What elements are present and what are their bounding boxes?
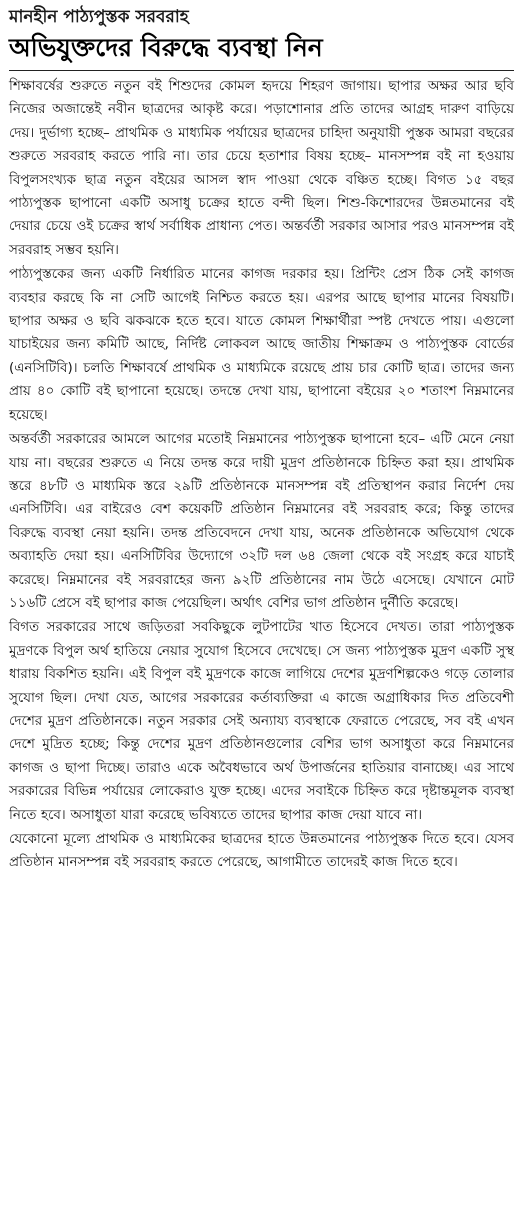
article-paragraph-5: যেকোনো মূল্যে প্রাথমিক ও মাধ্যমিকের ছাত্রদের হাতে উন্নতমানের পাঠ্যপুস্তক দিতে হবে। যেসব প্রতিষ্ঠান মানসম্পন্ন বই সরবরাহ করতে পেরেছে, আগামীতে তাদেরই কাজ দিতে হবে। bbox=[9, 832, 514, 871]
article-paragraph-3: অন্তর্বর্তী সরকারের আমলে আগের মতোই নিম্নমানের পাঠ্যপুস্তক ছাপানো হবে– এটি মেনে নেয়া যায় না। বছরের শুরুতে এ নিয়ে তদন্ত করে দায়ী মুদ্রণ প্রতিষ্ঠানকে চিহ্নিত করা হয়। প্রাথমিক স্তরে ৪৮টি ও মাধ্যমিক স্তরে ২৯টি প্রতিষ্ঠানকে মানসম্পন্ন বই প্রতিস্থাপন করার নির্দেশ দেয় এনসিটিবি। এর বাইরেও বেশ কয়েকটি প্রতিষ্ঠান নিম্নমানের বই সরবরাহ করে; কিন্তু তাদের বিরুদ্ধে ব্যবস্থা নেয়া হয়নি। তদন্ত প্রতিবেদনে দেখা যায়, অনেক প্রতিষ্ঠানকে অভিযোগ থেকে অব্যাহতি দেয়া হয়। এনসিটিবির উদ্যোগে ৩২টি দল ৬৪ জেলা থেকে বই সংগ্রহ করে যাচাই করেছে। নিম্নমানের বই সরবরাহের জন্য ৯২টি প্রতিষ্ঠানের নাম উঠে এসেছে। যেখানে মোট ১১৬টি প্রেসে বই ছাপার কাজ পেয়েছিল। অর্থাৎ বেশির ভাগ প্রতিষ্ঠান দুর্নীতি করেছে। bbox=[9, 432, 514, 611]
article-paragraph-4: বিগত সরকারের সাথে জড়িতরা সবকিছুকে লুটপাটের খাত হিসেবে দেখত। তারা পাঠ্যপুস্তক মুদ্রণকে বিপুল অর্থ হাতিয়ে নেয়ার সুযোগ হিসেবে দেখেছে। সে জন্য পাঠ্যপুস্তক মুদ্রণ একটি সুস্থ ধারায় বিকশিত হয়নি। এই বিপুল বই মুদ্রণকে কাজে লাগিয়ে দেশের মুদ্রণশিল্পকেও গড়ে তোলার সুযোগ ছিল। দেখা যেত, আগের সরকারের কর্তাব্যক্তিরা এ কাজে অগ্রাধিকার দিত প্রতিবেশী দেশের মুদ্রণ প্রতিষ্ঠানকে। নতুন সরকার সেই অন্যায্য ব্যবস্থাকে ফেরাতে পেরেছে, সব বই এখন দেশে মুদ্রিত হচ্ছে; কিন্তু দেশের মুদ্রণ প্রতিষ্ঠানগুলোর বেশির ভাগ অসাধুতা করে নিম্নমানের কাগজ ও ছাপা দিচ্ছে। তারাও একে অবৈধভাবে অর্থ উপার্জনের হাতিয়ার বানাচ্ছে। এর সাথে সরকারের বিভিন্ন পর্যায়ের লোকেরাও যুক্ত হচ্ছে। এদের সবাইকে চিহ্নিত করে দৃষ্টান্তমূলক ব্যবস্থা নিতে হবে। অসাধুতা যারা করেছে ভবিষ্যতে তাদের ছাপার কাজ দেয়া যাবে না। bbox=[9, 620, 514, 823]
article-paragraph-2: পাঠ্যপুস্তকের জন্য একটি নির্ধারিত মানের কাগজ দরকার হয়। প্রিন্টিং প্রেস ঠিক সেই কাগজ ব্যবহার করছে কি না সেটি আগেই নিশ্চিত করতে হয়। এরপর আছে ছাপার মানের বিষয়টি। ছাপার অক্ষর ও ছবি ঝকঝকে হতে হবে। যাতে কোমল শিক্ষার্থীরা স্পষ্ট দেখতে পায়। এগুলো যাচাইয়ের জন্য কমিটি আছে, নির্দিষ্ট লোকবল আছে জাতীয় শিক্ষাক্রম ও পাঠ্যপুস্তক বোর্ডের (এনসিটিবি)। চলতি শিক্ষাবর্ষে প্রাথমিক ও মাধ্যমিকে রয়েছে প্রায় চার কোটি ছাত্র। তাদের জন্য প্রায় ৪০ কোটি বই ছাপানো হয়েছে। তদন্তে দেখা যায়, ছাপানো বইয়ের ২০ শতাংশ নিম্নমানের হয়েছে। bbox=[9, 267, 514, 423]
article-headline: অভিযুক্তদের বিরুদ্ধে ব্যবস্থা নিন bbox=[9, 30, 514, 71]
article-body bbox=[9, 75, 514, 875]
article-kicker: মানহীন পাঠ্যপুস্তক সরবরাহ bbox=[9, 7, 189, 27]
article-paragraph-1: শিক্ষাবর্ষের শুরুতে নতুন বই শিশুদের কোমল হৃদয়ে শিহরণ জাগায়। ছাপার অক্ষর আর ছবি নিজের অজান্তেই নবীন ছাত্রদের আকৃষ্ট করে। পড়াশোনার প্রতি তাদের আগ্রহ দারুণ বাড়িয়ে দেয়। দুর্ভাগ্য হচ্ছে– প্রাথমিক ও মাধ্যমিক পর্যায়ের ছাত্রদের চাহিদা অনুযায়ী পুস্তক আমরা বছরের শুরুতে সরবরাহ করতে পারি না। তার চেয়ে হতাশার বিষয় হচ্ছে– মানসম্পন্ন বই না হওয়ায় বিপুলসংখ্যক ছাত্র নতুন বইয়ের আসল স্বাদ পাওয়া থেকে বঞ্চিত হচ্ছে। বিগত ১৫ বছর পাঠ্যপুস্তক ছাপানো একটি অসাধু চক্রের হাতে বন্দী ছিল। শিশু-কিশোরদের উন্নতমানের বই দেয়ার চেয়ে ওই চক্রের স্বার্থ সর্বাধিক প্রাধান্য পেত। অন্তর্বর্তী সরকার আসার পরও মানসম্পন্ন বই সরবরাহ সম্ভব হয়নি। bbox=[9, 79, 514, 258]
